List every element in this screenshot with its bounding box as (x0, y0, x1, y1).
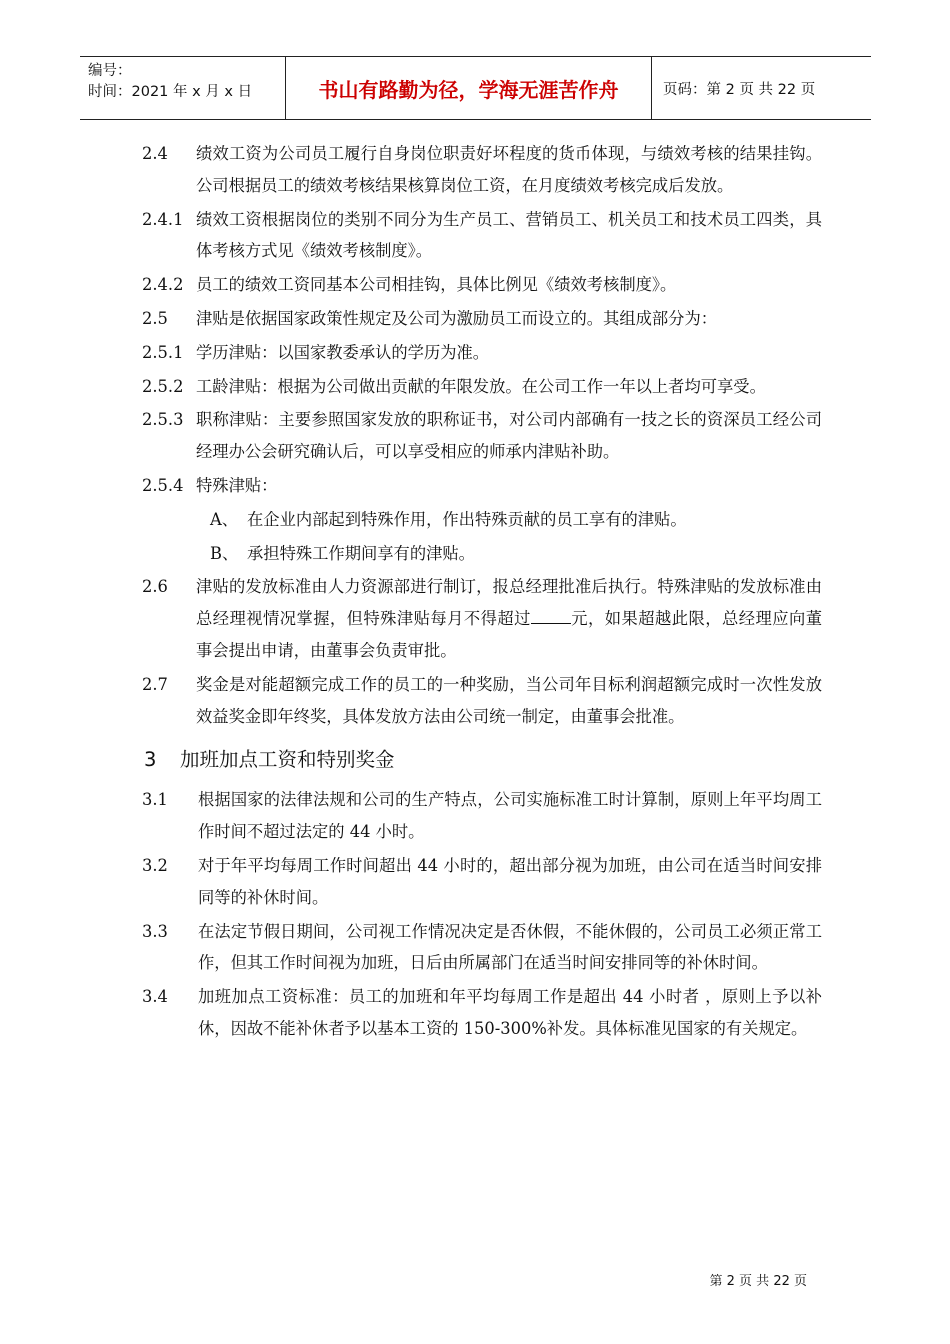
header-meta (80, 57, 285, 119)
paragraph-text: 职称津贴：主要参照国家发放的职称证书，对公司内部确有一技之长的资深员工经公司经理办公会研究确认后，可以享受相应的师承内津贴补助。 (196, 410, 822, 462)
paragraph-text: 津贴是依据国家政策性规定及公司为激励员工而设立的。其组成部分为： (196, 308, 718, 328)
list-item-text: 在企业内部起到特殊作用，作出特殊贡献的员工享有的津贴。 (247, 509, 687, 529)
paragraph (142, 138, 822, 202)
list-item-marker: B、 (210, 543, 239, 563)
page-header (80, 56, 871, 120)
paragraph-text: 在法定节假日期间，公司视工作情况决定是否休假，不能休假的，公司员工必须正常工作，但其工作时间视为加班，日后由所属部门在适当时间安排同等的补休时间。 (198, 921, 822, 973)
document-number-label: 编号： (88, 63, 132, 79)
document-date: 时间：2021 年 x 月 x 日 (88, 84, 253, 100)
paragraph (142, 371, 822, 403)
header-page-info: 页码：第 2 页 共 22 页 (663, 81, 816, 98)
paragraph-text (196, 571, 822, 666)
list-item (210, 538, 822, 570)
paragraph-text: 绩效工资根据岗位的类别不同分为生产员工、营销员工、机关员工和技术员工四类，具体考核方式见《绩效考核制度》。 (196, 209, 822, 261)
paragraph-text: 根据国家的法律法规和公司的生产特点，公司实施标准工时计算制，原则上年平均周工作时间不超过法定的 44 小时。 (198, 790, 822, 842)
paragraph-number: 3.4 (142, 987, 168, 1007)
section-title: 加班加点工资和特别奖金 (180, 748, 395, 772)
section-heading (144, 744, 822, 776)
paragraph-number: 2.5.2 (142, 376, 184, 396)
paragraph-text: 加班加点工资标准：员工的加班和年平均每周工作是超出 44 小时者 ，原则上予以补休，因故不能补休者予以基本工资的 150-300%补发。具体标准见国家的有关规定。 (198, 987, 822, 1038)
header-motto: 书山有路勤为径，学海无涯苦作舟 (285, 57, 652, 119)
paragraph (142, 404, 822, 468)
paragraph-text: 工龄津贴：根据为公司做出贡献的年限发放。在公司工作一年以上者均可享受。 (196, 376, 766, 396)
section-number: 3 (144, 748, 157, 772)
paragraph-number: 3.3 (142, 921, 168, 941)
paragraph-number: 2.5.1 (142, 342, 184, 362)
paragraph-text: 对于年平均每周工作时间超出 44 小时的，超出部分视为加班，由公司在适当时间安排同等的补休时间。 (198, 855, 822, 907)
paragraph-text-part: 津贴的发放标准由人力资源部进行制订，报总经理批准后执行。特殊津贴的发放标准由总经理视情况掌握，但特殊津贴每月不得超过 (196, 577, 822, 629)
paragraph-text: 奖金是对能超额完成工作的员工的一种奖励，当公司年目标利润超额完成时一次性发放效益奖金即年终奖，具体发放方法由公司统一制定，由董事会批准。 (196, 674, 822, 726)
paragraph-number: 2.4.1 (142, 209, 184, 229)
paragraph-text: 特殊津贴： (196, 475, 278, 495)
paragraph-number: 2.4.2 (142, 275, 184, 295)
document-body (142, 138, 822, 1047)
list-item-marker: A、 (210, 509, 239, 529)
paragraph (142, 669, 822, 733)
paragraph-text: 学历津贴：以国家教委承认的学历为准。 (196, 342, 490, 362)
paragraph (142, 850, 822, 914)
paragraph-number: 2.6 (142, 577, 168, 597)
paragraph (142, 204, 822, 268)
paragraph (142, 303, 822, 335)
paragraph (142, 269, 822, 301)
paragraph-text: 员工的绩效工资同基本公司相挂钩，具体比例见《绩效考核制度》。 (196, 275, 677, 295)
paragraph (142, 784, 822, 848)
paragraph (142, 916, 822, 980)
list-item (210, 504, 822, 536)
list-item-text: 承担特殊工作期间享有的津贴。 (247, 543, 475, 563)
paragraph-text: 绩效工资为公司员工履行自身岗位职责好坏程度的货币体现，与绩效考核的结果挂钩。公司根据员工的绩效考核结果核算岗位工资，在月度绩效考核完成后发放。 (196, 144, 822, 195)
paragraph-number: 2.5.4 (142, 475, 184, 495)
paragraph (142, 337, 822, 369)
page-footer: 第 2 页 共 22 页 (709, 1274, 807, 1289)
paragraph-number: 3.2 (142, 855, 168, 875)
paragraph-number: 2.5 (142, 308, 168, 328)
paragraph-text-part: 元，如果超越此限，总经理应向董事会提出申请，由董事会负责审批。 (196, 609, 822, 660)
paragraph-number: 2.7 (142, 674, 168, 694)
paragraph (142, 981, 822, 1045)
paragraph (142, 470, 822, 502)
fill-in-blank (531, 605, 571, 624)
paragraph-number: 2.5.3 (142, 410, 184, 430)
paragraph (142, 571, 822, 666)
paragraph-number: 2.4 (142, 144, 168, 163)
paragraph-number: 3.1 (142, 790, 168, 810)
